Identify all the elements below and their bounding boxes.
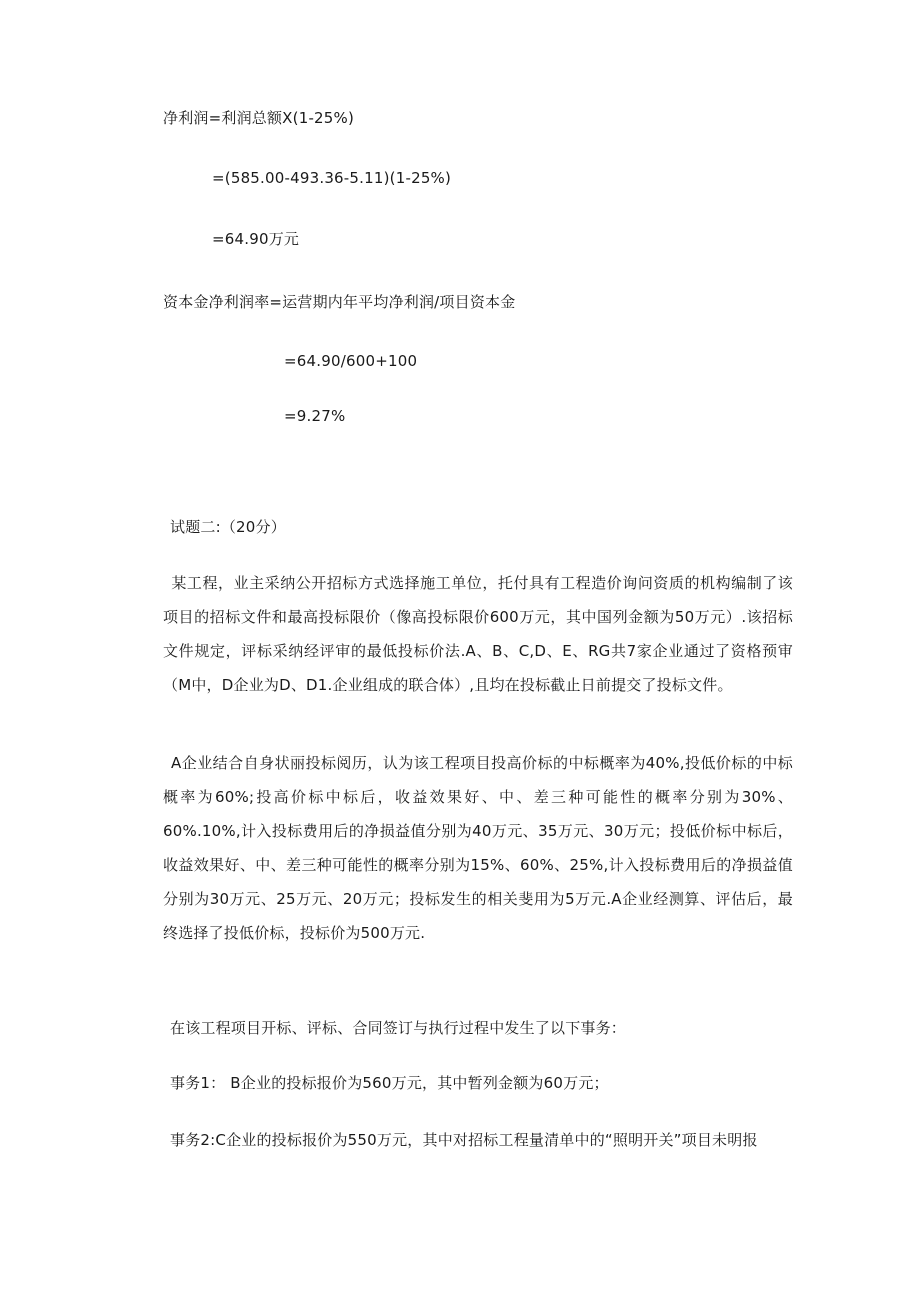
roe-formula: 资本金净利润率=运营期内年平均净利润/项目资本金 xyxy=(163,293,516,311)
net-profit-formula: 净利润=利润总额X(1-25%) xyxy=(163,109,355,127)
question-title: 试题二:（20分） xyxy=(170,518,286,536)
event-2: 事务2:C企业的投标报价为550万元，其中对招标工程量清单中的“照明开关”项目未明报 xyxy=(170,1131,758,1149)
roe-calculation: =64.90/600+100 xyxy=(284,352,418,370)
question-paragraph-1-text: 某工程，业主采纳公开招标方式选择施工单位，托付具有工程造价询问资质的机构编制了该项目的招标文件和最高投标限价（像高投标限价600万元，其中国列金额为50万元）.该招标文件规定，评标采纳经评审的最低投标价法.A、B、C,D、E、RG共7家企业通过了资格预审（M中，D企业为D、D1.企业组成的联合体）,且均在投标截止日前提交了投标文件。 xyxy=(163,574,793,694)
roe-result: =9.27% xyxy=(284,407,346,425)
net-profit-result: =64.90万元 xyxy=(212,230,300,248)
question-paragraph-1 xyxy=(163,566,793,702)
question-paragraph-3: 在该工程项目开标、评标、合同签订与执行过程中发生了以下事务： xyxy=(170,1019,627,1037)
event-1: 事务1： B企业的投标报价为560万元，其中暂列金额为60万元； xyxy=(170,1074,609,1092)
net-profit-calculation: =(585.00-493.36-5.11)(1-25%) xyxy=(212,169,452,187)
question-paragraph-2-text: A企业结合自身状丽投标阅历，认为该工程项目投高价标的中标概率为40%,投低价标的中标概率为60%;投高价标中标后，收益效果好、中、差三种可能性的概率分别为30%、60%.10%,计入投标费用后的净损益值分别为40万元、35万元、30万元；投低价标中标后，收益效果好、中、差三种可能性的概率分别为15%、60%、25%,计入投标费用后的净损益值分别为30万元、25万元、20万元；投标发生的相关斐用为5万元.A企业经测算、评估后，最终选择了投低价标，投标价为500万元. xyxy=(163,754,793,942)
question-paragraph-2 xyxy=(163,746,793,950)
